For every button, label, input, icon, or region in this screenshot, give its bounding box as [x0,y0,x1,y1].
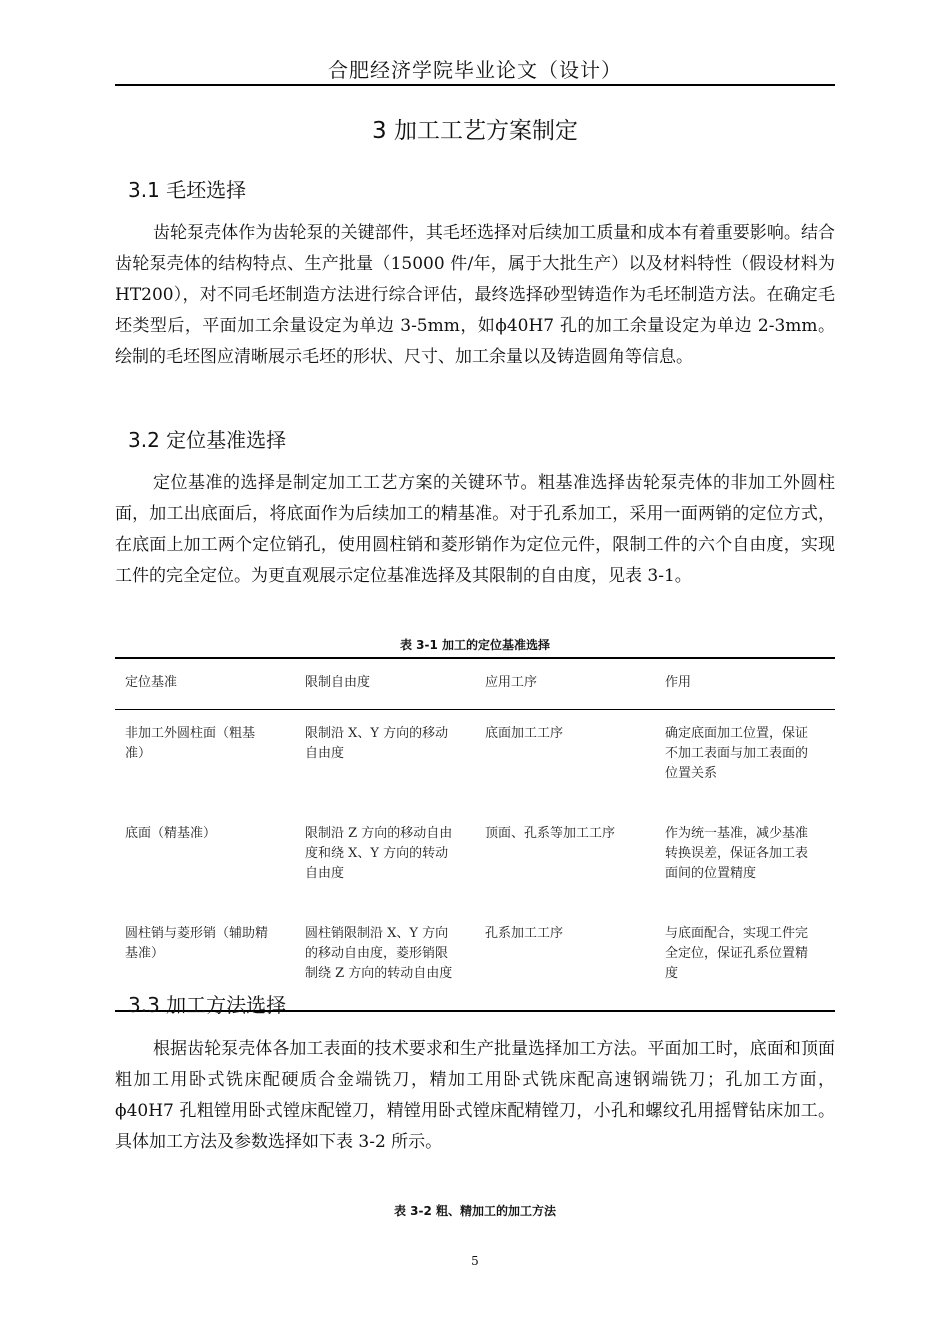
section-heading-3-3: 3.3 加工方法选择 [128,993,287,1017]
table-cell: 与底面配合，实现工件完全定位，保证孔系位置精度 [665,926,809,981]
table-cell: 底面（精基准） [125,826,217,841]
paragraph-3-3: 根据齿轮泵壳体各加工表面的技术要求和生产批量选择加工方法。平面加工时，底面和顶面粗加工用卧式铣床配硬质合金端铣刀，精加工用卧式铣床配高速钢端铣刀；孔加工方面，ϕ40H7 孔粗镗用卧式镗床配镗刀，精镗用卧式镗床配精镗刀，小孔和螺纹孔用摇臂钻床加工。具体加工方法及参数选择如下表 3-2 所示。 [115,1039,835,1152]
table-header-cell: 限制自由度 [305,675,371,690]
table-row [115,810,835,910]
table-header-cell: 应用工序 [485,675,538,690]
table-cell: 孔系加工工序 [485,926,564,941]
table-3-1 [115,657,835,1012]
table-cell: 圆柱销与菱形销（辅助精基准） [125,926,269,961]
table-cell: 顶面、孔系等加工工序 [485,826,616,841]
table-3-2-caption: 表 3-2 粗、精加工的加工方法 [393,1204,557,1218]
table-cell: 确定底面加工位置，保证不加工表面与加工表面的位置关系 [665,726,809,781]
page-number: 5 [471,1254,479,1268]
table-cell: 非加工外圆柱面（粗基准） [125,726,256,761]
table-row [115,710,835,811]
page-header: 合肥经济学院毕业论文（设计） [328,58,622,82]
table-cell: 限制沿 X、Y 方向的移动自由度 [305,726,449,761]
table-cell: 限制沿 Z 方向的移动自由度和绕 X、Y 方向的转动自由度 [305,826,453,881]
table-cell: 圆柱销限制沿 X、Y 方向的移动自由度，菱形销限制绕 Z 方向的转动自由度 [305,926,453,981]
header-rule [115,84,835,86]
table-cell: 底面加工工序 [485,726,564,741]
table-header-row [115,658,835,710]
table-cell: 作为统一基准，减少基准转换误差，保证各加工表面间的位置精度 [665,826,809,881]
table-header-cell: 作用 [665,675,692,690]
table-header-cell: 定位基准 [125,675,178,690]
paragraph-3-2: 定位基准的选择是制定加工工艺方案的关键环节。粗基准选择齿轮泵壳体的非加工外圆柱面，加工出底面后，将底面作为后续加工的精基准。对于孔系加工，采用一面两销的定位方式，在底面上加工两个定位销孔，使用圆柱销和菱形销作为定位元件，限制工件的六个自由度，实现工件的完全定位。为更直观展示定位基准选择及其限制的自由度，见表 3-1。 [115,473,835,586]
section-heading-3-1: 3.1 毛坯选择 [128,178,247,202]
paragraph-3-1: 齿轮泵壳体作为齿轮泵的关键部件，其毛坯选择对后续加工质量和成本有着重要影响。结合齿轮泵壳体的结构特点、生产批量（15000 件/年，属于大批生产）以及材料特性（假设材料为 HT200），对不同毛坯制造方法进行综合评估，最终选择砂型铸造作为毛坯制造方法。在确定毛坯类型后，平面加工余量设定为单边 3-5mm，如ϕ40H7 孔的加工余量设定为单边 2-3mm。绘制的毛坯图应清晰展示毛坯的形状、尺寸、加工余量以及铸造圆角等信息。 [115,223,835,367]
chapter-title: 3 加工工艺方案制定 [372,118,578,144]
section-heading-3-2: 3.2 定位基准选择 [128,428,287,452]
table-3-1-caption: 表 3-1 加工的定位基准选择 [399,638,551,652]
